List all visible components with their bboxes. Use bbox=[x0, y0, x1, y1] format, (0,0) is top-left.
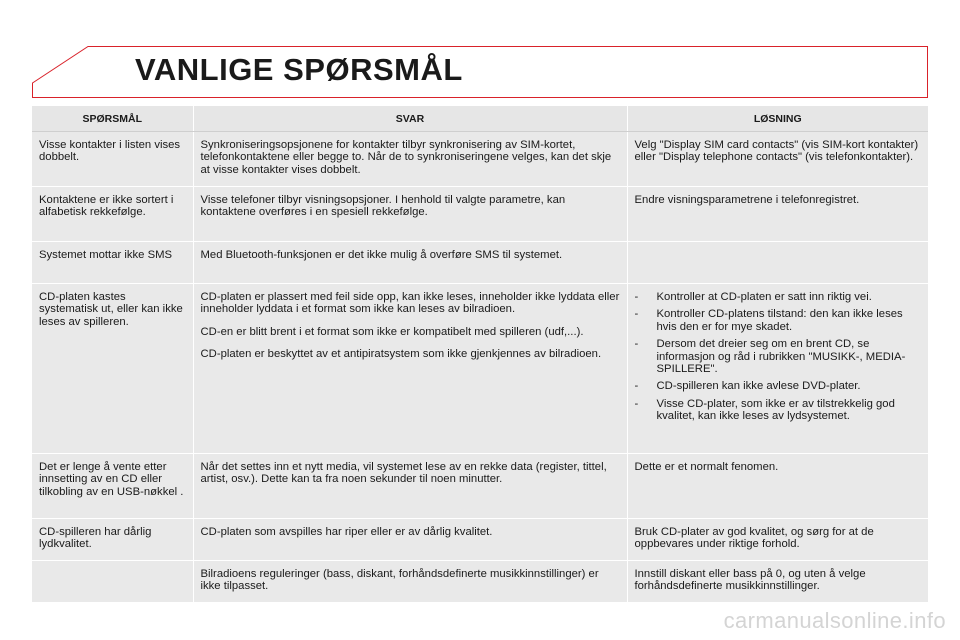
watermark: carmanualsonline.info bbox=[723, 608, 946, 633]
solution-text: Endre visningsparametrene i telefonregistret. bbox=[634, 194, 860, 206]
solution-text: Bruk CD-plater av god kvalitet, og sørg for at de oppbevares under riktige forhold. bbox=[634, 526, 874, 551]
list-item: - Dersom det dreier seg om en brent CD, se informasjon og råd i rubrikken "MUSIKK-, MEDIA-SPILLERE". bbox=[635, 338, 922, 375]
table-row bbox=[32, 242, 928, 284]
header-answer: SVAR bbox=[193, 106, 627, 132]
question-cell: CD-spilleren har dårlig lydkvalitet. bbox=[32, 519, 193, 561]
header-solution: LØSNING bbox=[627, 106, 928, 132]
solution-text: Innstill diskant eller bass på 0, og uten å velge forhåndsdefinerte musikkinnstillinger. bbox=[634, 568, 866, 593]
answer-cell bbox=[193, 187, 627, 242]
question-cell: Systemet mottar ikke SMS bbox=[32, 242, 193, 284]
table-row bbox=[32, 187, 928, 242]
answer-cell bbox=[193, 132, 627, 187]
list-item: - Kontroller at CD-platen er satt inn riktig vei. bbox=[635, 291, 922, 303]
table-row bbox=[32, 132, 928, 187]
solution-cell bbox=[627, 132, 928, 187]
answer-text: CD-platen er beskyttet av et antipiratsystem som ikke gjenkjennes av bilradioen. bbox=[200, 348, 602, 361]
solution-list bbox=[635, 291, 922, 423]
answer-cell bbox=[193, 284, 627, 454]
answer-cell bbox=[193, 242, 627, 284]
table-row bbox=[32, 454, 928, 519]
table-header-row bbox=[32, 106, 928, 132]
answer-cell bbox=[193, 454, 627, 519]
answer-cell bbox=[193, 519, 627, 561]
answer-text: CD-en er blitt brent i et format som ikke er kompatibelt med spilleren (udf,...). bbox=[200, 325, 584, 338]
solution-cell bbox=[627, 242, 928, 284]
question-cell: Kontaktene er ikke sortert i alfabetisk rekkefølge. bbox=[32, 187, 193, 242]
answer-text: Med Bluetooth-funksjonen er det ikke mulig å overføre SMS til systemet. bbox=[200, 249, 563, 261]
answer-text: Visse telefoner tilbyr visningsopsjoner. I henhold til valgte parametre, kan kontaktene overføres i en spesiell rekkefølge. bbox=[200, 194, 566, 219]
solution-text: Velg "Display SIM card contacts" (vis SIM-kort kontakter) eller "Display telephone contacts" (vis telefonkontakter). bbox=[634, 139, 919, 164]
solution-cell bbox=[627, 454, 928, 519]
solution-cell bbox=[627, 187, 928, 242]
list-item: - Kontroller CD-platens tilstand: den kan ikke leses hvis den er for mye skadet. bbox=[635, 308, 922, 333]
table-row bbox=[32, 561, 928, 603]
solution-cell bbox=[627, 561, 928, 603]
answer-text: CD-platen som avspilles har riper eller er av dårlig kvalitet. bbox=[200, 526, 493, 538]
question-cell bbox=[32, 561, 193, 603]
list-item: - CD-spilleren kan ikke avlese DVD-plater. bbox=[635, 380, 922, 392]
answer-text: CD-platen er plassert med feil side opp, kan ikke leses, inneholder ikke lyddata eller inneholder lyddata i et format som ikke kan leses av bilradioen. bbox=[200, 291, 620, 316]
solution-text: Dette er et normalt fenomen. bbox=[634, 461, 779, 473]
answer-text: Synkroniseringsopsjonene for kontakter tilbyr synkronisering av SIM-kortet, telefonkontaktene eller begge to. Når de to synkroniseringene velges, kan det skje at visse kontakter vises dobbelt. bbox=[200, 139, 612, 176]
solution-cell bbox=[627, 519, 928, 561]
page-title: VANLIGE SPØRSMÅL bbox=[135, 52, 463, 87]
answer-cell bbox=[193, 561, 627, 603]
question-cell: CD-platen kastes systematisk ut, eller kan ikke leses av spilleren. bbox=[32, 284, 193, 454]
solution-cell bbox=[627, 284, 928, 454]
answer-text: Når det settes inn et nytt media, vil systemet lese av en rekke data (register, tittel, artist, osv.). Dette kan ta fra noen sekunder til noen minutter. bbox=[200, 461, 607, 486]
table-row bbox=[32, 284, 928, 454]
faq-table bbox=[32, 106, 928, 603]
question-cell: Det er lenge å vente etter innsetting av en CD eller tilkobling av en USB-nøkkel . bbox=[32, 454, 193, 519]
list-item: - Visse CD-plater, som ikke er av tilstrekkelig god kvalitet, kan ikke leses av lydsystemet. bbox=[635, 398, 922, 423]
question-cell: Visse kontakter i listen vises dobbelt. bbox=[32, 132, 193, 187]
header-question: SPØRSMÅL bbox=[32, 106, 193, 132]
table-row bbox=[32, 519, 928, 561]
answer-text: Bilradioens reguleringer (bass, diskant, forhåndsdefinerte musikkinnstillinger) er ikke tilpasset. bbox=[200, 568, 599, 593]
